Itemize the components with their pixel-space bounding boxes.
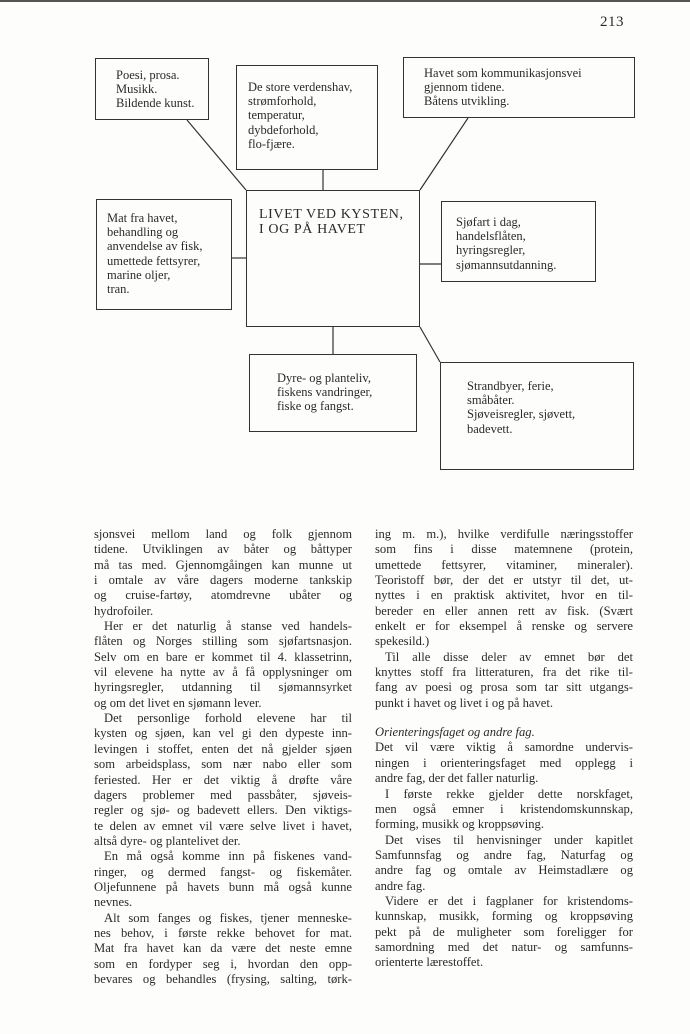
text-line: Mat fra havet kan da være det neste emne <box>94 941 352 956</box>
box-line: temperatur, <box>248 108 305 123</box>
text-line: ing m. m.), hvilke verdifulle næringsstoffer <box>375 527 633 541</box>
box-line: hyringsregler, <box>456 243 526 258</box>
text-line: regler og sjø- og badevett ellers. Den viktigs- <box>94 803 352 818</box>
text-line: nyttes i en praktisk aktivitet, hvor en til- <box>375 588 633 603</box>
box-line: Båtens utvikling. <box>424 94 510 109</box>
connector-kommunikasjon <box>420 118 468 190</box>
box-line: Bildende kunst. <box>116 96 195 111</box>
text-line: tidene. Utviklingen av båter og båttyper <box>94 542 352 557</box>
text-line: som fins i disse matemnene (protein, <box>375 542 633 557</box>
text-line: Her er det naturlig å stanse ved handels- <box>104 619 352 634</box>
text-line: andre fag og omtale av Heimstadlære og <box>375 863 633 878</box>
box-line: Strandbyer, ferie, <box>467 379 554 393</box>
text-line: og cruise-fartøy, atomdrevne ubåter og <box>94 588 352 603</box>
text-line: Det vil være viktig å samordne undervis- <box>375 740 633 755</box>
section-gap <box>375 711 633 725</box>
text-line: altså dyre- og plantelivet der. <box>94 833 241 848</box>
text-line: Oljefunnene på havets bunn må også kunne <box>94 879 352 894</box>
box-line: flo-fjære. <box>248 136 295 151</box>
text-line: umettede fettsyrer, vitaminer, mineraler). <box>375 557 633 572</box>
text-line: Selv om en bare er kommet til 4. klassetrinn, <box>94 649 352 664</box>
text-line: som arbeidsplass, som nær nabo eller som <box>94 757 352 772</box>
page-number: 213 <box>600 14 624 30</box>
box-line: småbåter. <box>467 393 515 408</box>
text-line: hyringsregler, utdanning til sjømannsyrket <box>94 680 352 695</box>
diagram-box-verdenshav <box>236 65 378 170</box>
text-line: enkelt er for eksempel å renske og servere <box>375 619 633 634</box>
text-line: fang av poesi og prosa som tar sitt utgangs- <box>375 680 633 695</box>
box-line: fiskens vandringer, <box>277 385 373 400</box>
text-line: vil elevene ha nytte av å få opplysninger om <box>94 665 352 680</box>
box-line: Havet som kommunikasjonsvei <box>424 66 582 80</box>
text-line: levingen i stoffet, enten det nå gjelder sjøen <box>94 741 352 756</box>
text-line: En må også komme inn på fiskenes vand- <box>104 849 352 864</box>
connector-strandbyer <box>420 327 440 362</box>
box-line: dybdeforhold, <box>248 122 319 137</box>
center-title-line: I OG PÅ HAVET <box>259 222 366 237</box>
text-line: Til alle disse deler av emnet bør det <box>385 649 633 664</box>
text-line: samordning med det natur- og samfunns- <box>375 939 633 954</box>
diagram-box-dyreliv <box>249 354 417 432</box>
box-line: behandling og <box>107 225 179 240</box>
text-line: sjonsvei mellom land og folk gjennom <box>94 527 352 541</box>
diagram-box-poesi <box>95 58 209 120</box>
text-line: forming, musikk og kroppsøving. <box>375 817 544 832</box>
box-line: badevett. <box>467 421 513 436</box>
box-line: Dyre- og planteliv, <box>277 371 371 385</box>
text-line: spekesild.) <box>375 634 430 649</box>
box-line: gjennom tidene. <box>424 80 505 95</box>
section-heading: Orienteringsfaget og andre fag. <box>375 725 535 740</box>
text-line: Det personlige forhold elevene har til <box>104 711 352 726</box>
center-title-line: LIVET VED KYSTEN, <box>259 207 404 222</box>
right-text-column <box>375 527 633 971</box>
diagram-box-sjofart <box>441 201 596 282</box>
text-line: Videre er det i fagplaner for kristendoms- <box>385 893 633 908</box>
text-line: hydrofoiler. <box>94 603 154 618</box>
box-line: handelsflåten, <box>456 229 526 244</box>
text-line: te delen av emnet vil være selve livet i havet, <box>94 818 352 833</box>
text-line: og om det livet en sjømann lever. <box>94 695 262 710</box>
box-line: anvendelse av fisk, <box>107 239 203 254</box>
box-line: De store verdenshav, <box>248 80 353 94</box>
box-line: tran. <box>107 282 130 297</box>
diagram-box-mat <box>96 199 232 310</box>
text-line: feriested. Her er det viktig å drøfte våre <box>94 772 352 787</box>
text-line: ringer, og dermed fangst- og fiskemåter. <box>94 864 352 879</box>
text-line: dagers problemer med passbåter, sjøveis- <box>94 787 352 802</box>
text-line: pekt på de muligheter som foreligger for <box>375 924 633 939</box>
text-line: bevares og behandles (frysing, salting, tørk- <box>94 971 352 986</box>
text-line: i omtale av våre dagers moderne tankskip <box>94 573 352 588</box>
box-line: fiske og fangst. <box>277 399 354 414</box>
text-line: men også emner i kristendomskunnskap, <box>375 801 633 816</box>
box-line: Sjøfart i dag, <box>456 215 521 229</box>
box-line: Mat fra havet, <box>107 211 178 225</box>
text-line: som en fordyper seg i, hvordan den opp- <box>94 956 352 971</box>
box-line: strømforhold, <box>248 94 317 109</box>
text-line: punkt i havet og livet i og på havet. <box>375 695 554 710</box>
text-line: ningen i orienteringsfaget med opplegg i <box>375 755 633 770</box>
text-line: andre fag, der det faller naturlig. <box>375 771 539 786</box>
text-line: Det vises til henvisninger under kapitlet <box>385 832 633 847</box>
text-line: I første rekke gjelder dette norskfaget, <box>385 786 633 801</box>
box-line: Musikk. <box>116 82 158 97</box>
box-line: sjømannsutdanning. <box>456 257 557 272</box>
left-text-column <box>94 527 352 987</box>
diagram-box-center <box>246 190 420 327</box>
text-line: flåten og Norges stilling som sjøfartsnasjon. <box>94 634 352 649</box>
text-line: Teoristoff bør, der det er utstyr til det, ut- <box>375 573 633 588</box>
diagram-box-strandbyer <box>440 362 634 470</box>
text-line: nes behov, i første rekke behovet for mat. <box>94 925 352 940</box>
text-line: bereder en eller annen rett av fisk. (Svært <box>375 603 633 618</box>
box-line: marine oljer, <box>107 267 171 282</box>
text-line: kysten og sjøen, kan vel gi den dypeste inn- <box>94 726 352 741</box>
text-line: orienterte lærestoffet. <box>375 955 484 970</box>
box-line: umettede fettsyrer, <box>107 253 201 268</box>
box-line: Sjøveisregler, sjøvett, <box>467 407 576 422</box>
text-line: må tas med. Gjennomgåingen kan munne ut <box>94 557 352 572</box>
text-line: Alt som fanges og fiskes, tjener menneske- <box>104 910 352 925</box>
box-line: Poesi, prosa. <box>116 68 180 82</box>
text-line: kunnskap, musikk, forming og kroppsøving <box>375 909 633 924</box>
text-line: knyttes stoff fra litteraturen, fra det rike til- <box>375 665 633 680</box>
text-line: andre fag. <box>375 878 426 893</box>
diagram-box-kommunikasjon <box>403 57 635 118</box>
text-line: Samfunnsfag og andre fag, Naturfag og <box>375 847 633 862</box>
text-line: nevnes. <box>94 895 133 910</box>
